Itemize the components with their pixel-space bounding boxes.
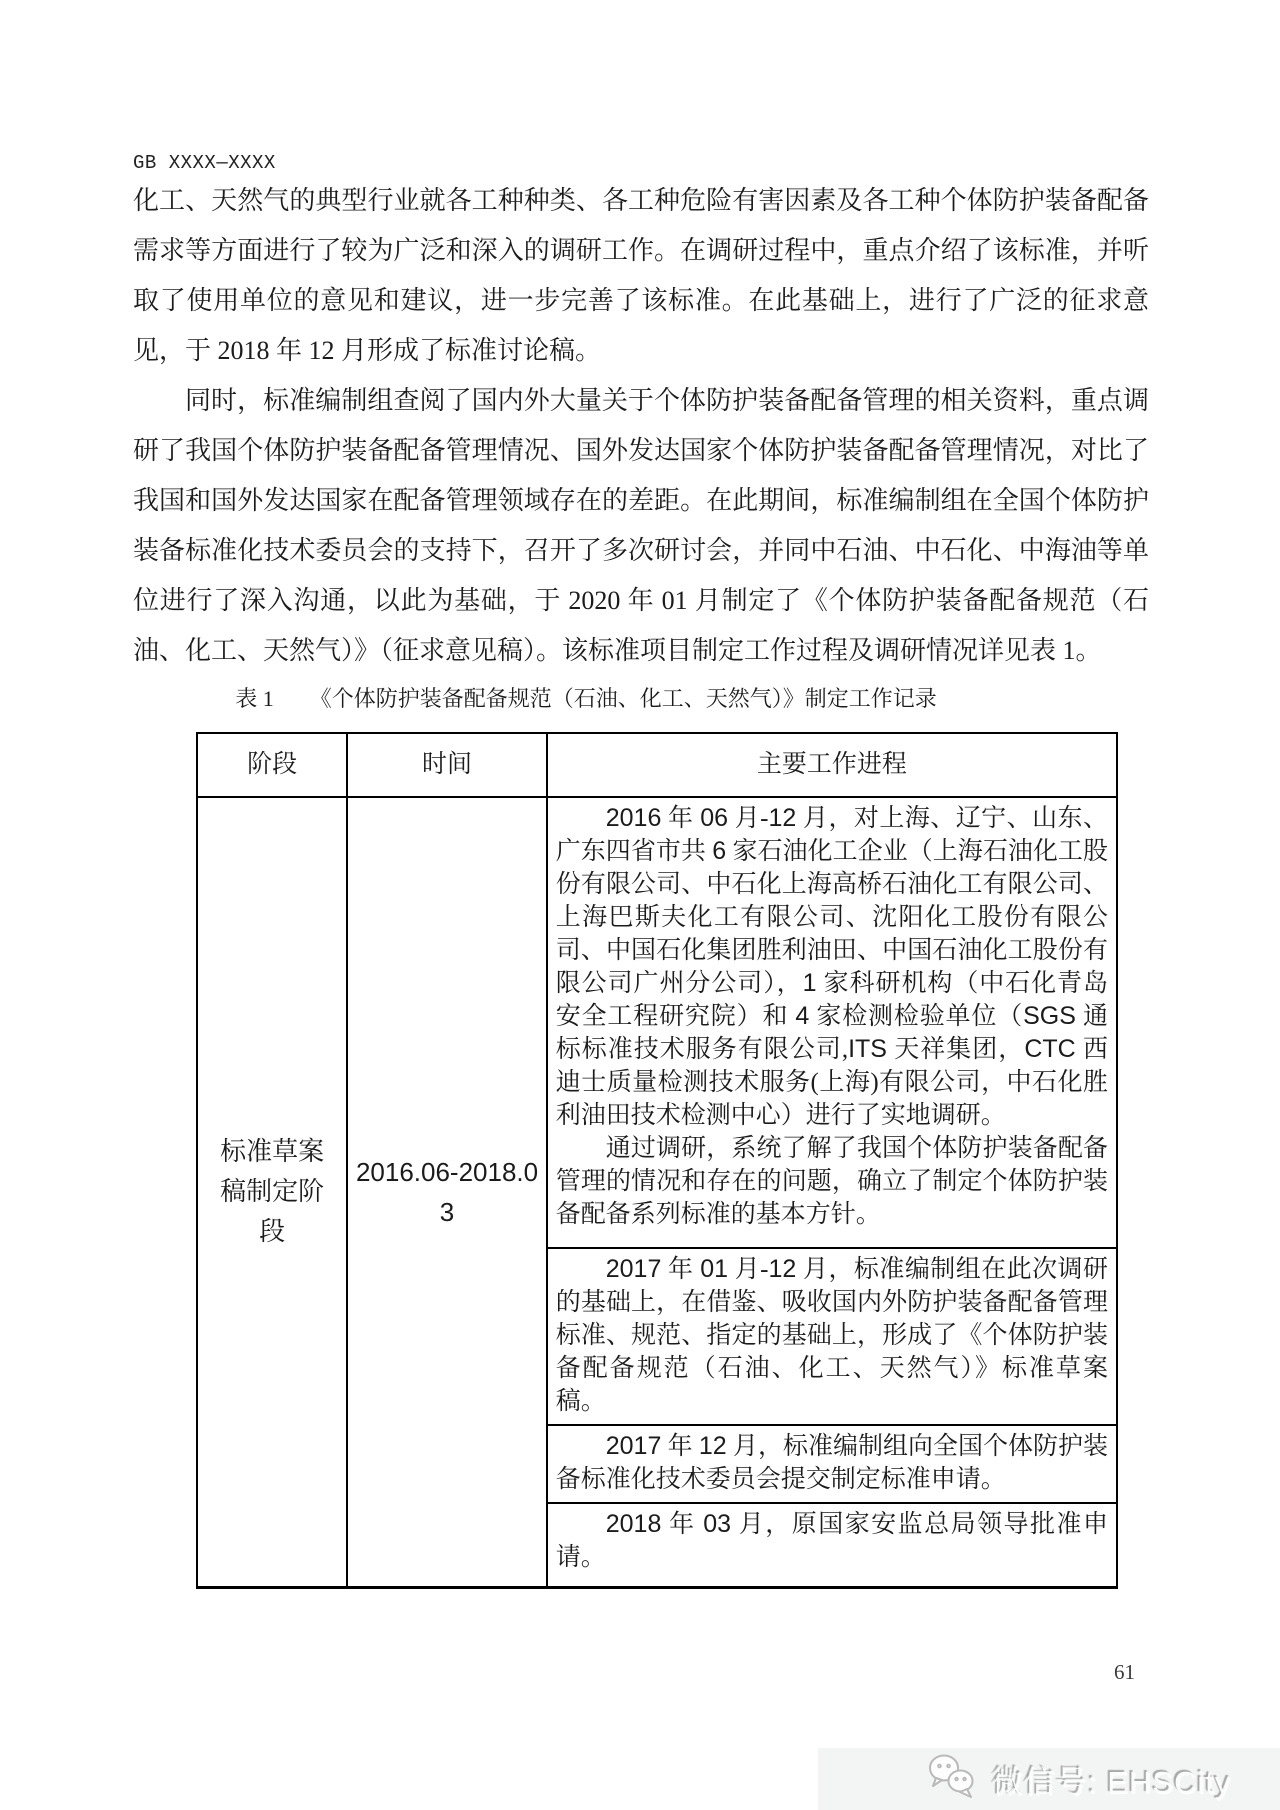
progress-paragraph: 2018 年 03 月，原国家安监总局领导批准申请。: [555, 1510, 1108, 1571]
work-record-table: [196, 732, 1118, 1589]
table-header-row: [197, 733, 1117, 797]
progress-paragraph: 2017 年 01 月-12 月，标准编制组在此次调研的基础上，在借鉴、吸收国内外防护装备配备管理标准、规范、指定的基础上，形成了《个体防护装备配备规范（石油、化工、天然气）》标准草案稿。: [555, 1255, 1108, 1415]
table-caption: [133, 680, 1149, 718]
paragraph: 化工、天然气的典型行业就各工种种类、各工种危险有害因素及各工种个体防护装备配备需求等方面进行了较为广泛和深入的调研工作。在调研过程中，重点介绍了该标准，并听取了使用单位的意见和建议，进一步完善了该标准。在此基础上，进行了广泛的征求意见，于 2018 年 12 月形成了标准讨论稿。: [133, 186, 1149, 365]
document-body: [133, 176, 1149, 1589]
paragraph: 同时，标准编制组查阅了国内外大量关于个体防护装备配备管理的相关资料，重点调研了我国个体防护装备配备管理情况、国外发达国家个体防护装备配备管理情况，对比了我国和国外发达国家在配备管理领域存在的差距。在此期间，标准编制组在全国个体防护装备标准化技术委员会的支持下，召开了多次研讨会，并同中石油、中石化、中海油等单位进行了深入沟通，以此为基础，于 2020 年 01 月制定了《个体防护装备配备规范（石油、化工、天然气）》（征求意见稿）。该标准项目制定工作过程及调研情况详见表 1。: [133, 386, 1149, 665]
progress-paragraph: 2016 年 06 月-12 月，对上海、辽宁、山东、广东四省市共 6 家石油化工企业（上海石油化工股份有限公司、中石化上海高桥石油化工有限公司、上海巴斯夫化工有限公司、沈阳化工股份有限公司、中国石化集团胜利油田、中国石油化工股份有限公司广州分公司），1 家科研机构（中石化青岛安全工程研究院）和 4 家检测检验单位（SGS 通标标准技术服务有限公司,ITS 天祥集团，CTC 西迪士质量检测技术服务(上海)有限公司，中石化胜利油田技术检测中心）进行了实地调研。: [555, 804, 1108, 1129]
standard-code: GB XXXX—XXXX: [133, 152, 276, 174]
progress-cell: [547, 1425, 1117, 1503]
progress-paragraph: 通过调研，系统了解了我国个体防护装备配备管理的情况和存在的问题，确立了制定个体防护装备配备系列标准的基本方针。: [555, 1135, 1108, 1228]
wechat-icon: [926, 1753, 980, 1801]
progress-cell: [547, 797, 1117, 1248]
col-header-time: 时间: [347, 733, 546, 797]
table-caption-title: 《个体防护装备配备规范（石油、化工、天然气）》制定工作记录: [309, 686, 937, 711]
progress-cell: [547, 1503, 1117, 1588]
progress-cell: [547, 1248, 1117, 1425]
period-cell: 2016.06-2018.03: [347, 797, 546, 1588]
progress-paragraph: 2017 年 12 月，标准编制组向全国个体防护装备标准化技术委员会提交制定标准申请。: [555, 1432, 1108, 1493]
col-header-progress: 主要工作进程: [547, 733, 1117, 797]
table-row: [197, 797, 1117, 1248]
table-caption-label: 表 1: [235, 686, 274, 711]
stage-cell: 标准草案稿制定阶段: [197, 797, 347, 1588]
watermark-bar: [818, 1748, 1280, 1810]
col-header-stage: 阶段: [197, 733, 347, 797]
watermark-text: 微信号: EHSCity: [992, 1764, 1232, 1800]
page-number: 61: [1114, 1660, 1135, 1684]
